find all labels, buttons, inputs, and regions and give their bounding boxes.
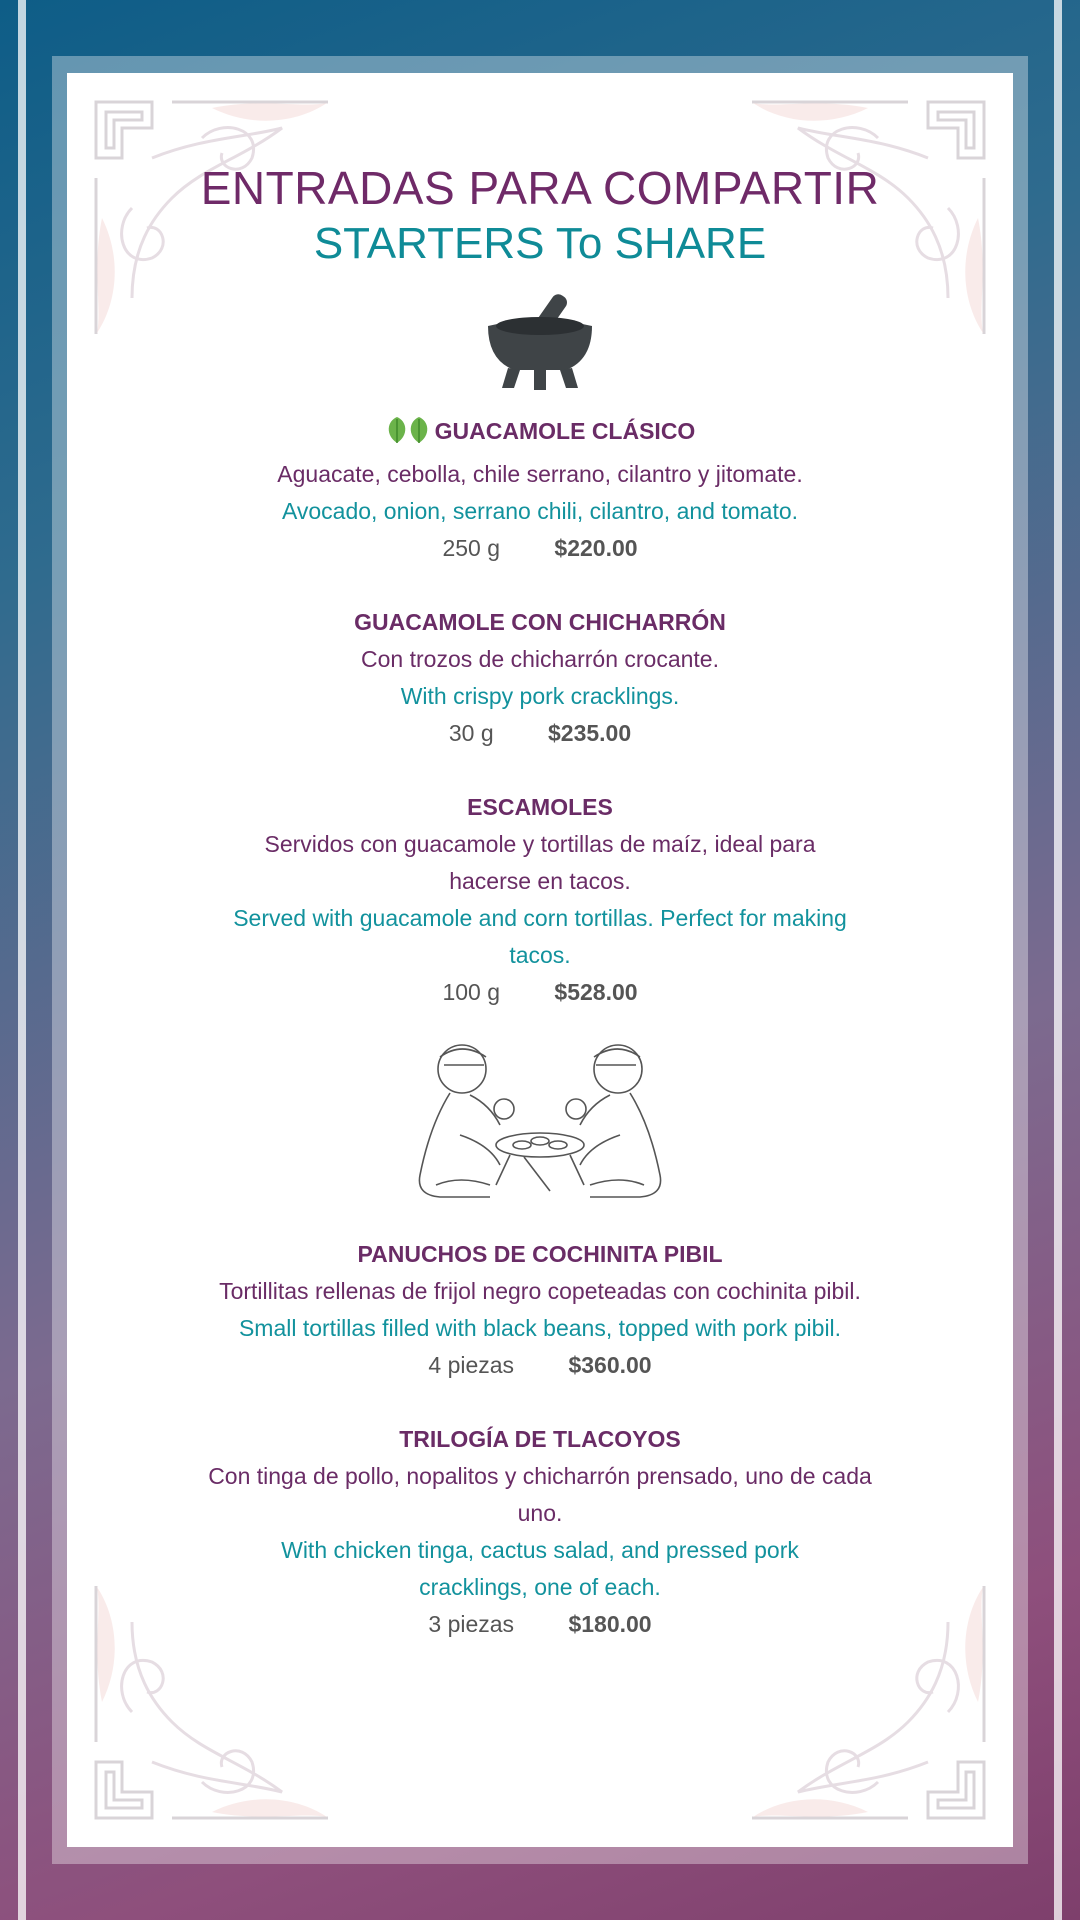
menu-item bbox=[170, 788, 910, 1011]
menu-item-price: $220.00 bbox=[554, 535, 638, 561]
menu-item-price-row bbox=[170, 1606, 910, 1643]
molcajete-icon bbox=[480, 288, 600, 398]
menu-item-description-es: Con trozos de chicharrón crocante. bbox=[361, 646, 719, 672]
menu-item-price-row bbox=[170, 1347, 910, 1384]
section-title-en: STARTERS To SHARE bbox=[313, 219, 767, 268]
menu-item bbox=[170, 1235, 910, 1384]
menu-item-price-row bbox=[170, 530, 910, 567]
menu-item-price: $180.00 bbox=[568, 1611, 652, 1637]
menu-item bbox=[170, 603, 910, 752]
section-title-es: ENTRADAS PARA COMPARTIR bbox=[200, 162, 880, 214]
menu-item-description-es: Servidos con guacamole y tortillas de maíz, ideal para hacerse en tacos. bbox=[264, 831, 816, 894]
menu-item-description-en: Served with guacamole and corn tortillas. Perfect for making tacos. bbox=[233, 905, 847, 968]
right-border-stripe bbox=[1054, 0, 1062, 1920]
menu-item-price: $528.00 bbox=[554, 979, 638, 1005]
menu-item-description-es: Con tinga de pollo, nopalitos y chicharrón prensado, uno de cada uno. bbox=[208, 1463, 872, 1526]
two-figures-table-illustration bbox=[400, 1035, 680, 1205]
menu-item-quantity: 3 piezas bbox=[428, 1611, 515, 1637]
menu-item-quantity: 4 piezas bbox=[428, 1352, 515, 1378]
menu-item-price-row bbox=[170, 715, 910, 752]
menu-item-price-row bbox=[170, 974, 910, 1011]
menu-item-name: GUACAMOLE CON CHICHARRÓN bbox=[354, 609, 726, 635]
menu-item bbox=[170, 1420, 910, 1643]
menu-item-name: GUACAMOLE CLÁSICO bbox=[170, 412, 910, 456]
menu-item-quantity: 100 g bbox=[442, 979, 501, 1005]
menu-item-name: TRILOGÍA DE TLACOYOS bbox=[399, 1426, 681, 1452]
menu-item-description-en: With crispy pork cracklings. bbox=[400, 683, 680, 709]
menu-item-description-en: Avocado, onion, serrano chili, cilantro, and tomato. bbox=[281, 498, 799, 524]
menu-item-name: PANUCHOS DE COCHINITA PIBIL bbox=[357, 1241, 723, 1267]
menu-content bbox=[170, 160, 910, 1679]
menu-item-description-es: Aguacate, cebolla, chile serrano, cilantro y jitomate. bbox=[277, 461, 803, 487]
menu-item-price: $235.00 bbox=[548, 720, 632, 746]
menu-item-description-en: With chicken tinga, cactus salad, and pressed pork cracklings, one of each. bbox=[281, 1537, 799, 1600]
leaves-icon bbox=[385, 415, 431, 456]
menu-item bbox=[170, 412, 910, 567]
menu-item-description-es: Tortillitas rellenas de frijol negro copeteadas con cochinita pibil. bbox=[219, 1278, 861, 1304]
menu-item-description-en: Small tortillas filled with black beans, topped with pork pibil. bbox=[238, 1315, 842, 1341]
menu-item-price: $360.00 bbox=[568, 1352, 652, 1378]
menu-item-quantity: 250 g bbox=[442, 535, 501, 561]
menu-item-quantity: 30 g bbox=[448, 720, 494, 746]
menu-item-name: ESCAMOLES bbox=[467, 794, 613, 820]
left-border-stripe bbox=[18, 0, 26, 1920]
